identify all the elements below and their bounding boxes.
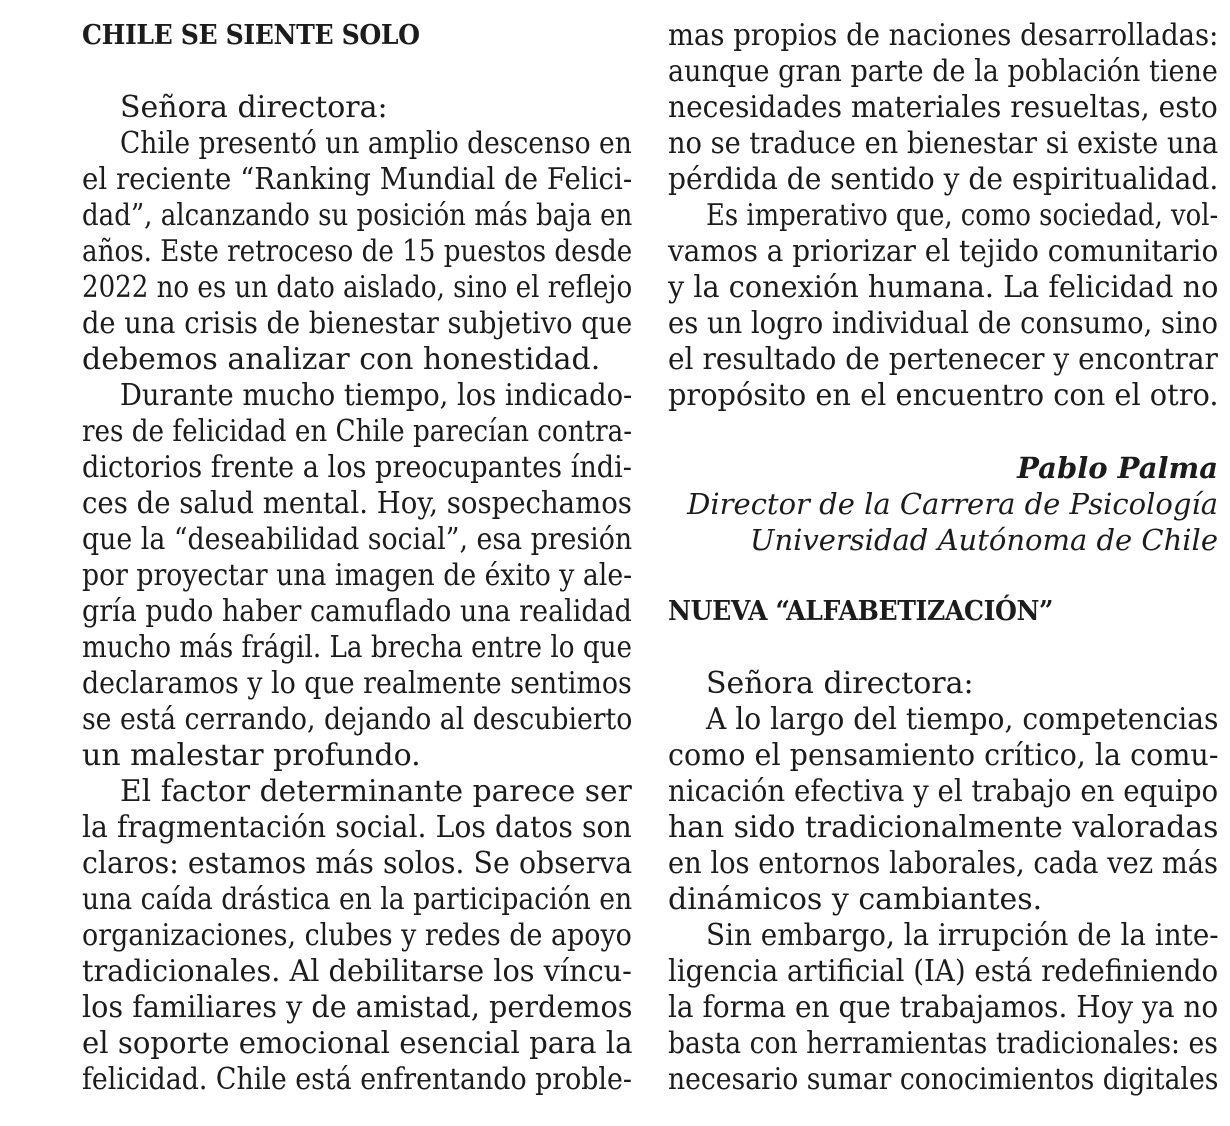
text-line: por proyectar una imagen de éxito y ale- bbox=[82, 558, 633, 593]
text-line: en los entornos laborales, cada vez más bbox=[668, 846, 1218, 881]
text-line: res de felicidad en Chile parecían contra- bbox=[82, 414, 633, 449]
text-line: mas propios de naciones desarrolladas: bbox=[668, 18, 1219, 53]
text-line: han sido tradicionalmente valoradas bbox=[668, 810, 1219, 845]
text-line: gría pudo haber camuflado una realidad bbox=[82, 594, 632, 629]
text-line: y la conexión humana. La felicidad no bbox=[668, 270, 1219, 305]
text-line: tradicionales. Al debilitarse los víncu- bbox=[82, 954, 632, 989]
text-line: Sin embargo, la irrupción de la inte- bbox=[706, 918, 1219, 953]
text-line: un malestar profundo. bbox=[82, 738, 421, 773]
text-line: dictorios frente a los preocupantes índi- bbox=[82, 450, 632, 485]
text-line: ligencia artificial (IA) está redefiniendo bbox=[668, 954, 1219, 989]
text-line: declaramos y lo que realmente sentimos bbox=[82, 666, 632, 701]
salutation: Señora directora: bbox=[706, 666, 974, 701]
text-line: el soporte emocional esencial para la bbox=[82, 1026, 633, 1061]
text-line: vamos a priorizar el tejido comunitario bbox=[668, 234, 1219, 269]
text-line: es un logro individual de consumo, sino bbox=[668, 306, 1218, 341]
text-line: basta con herramientas tradicionales: es bbox=[668, 1026, 1218, 1061]
text-line: dinámicos y cambiantes. bbox=[668, 882, 1043, 917]
text-line: el reciente “Ranking Mundial de Felici- bbox=[82, 162, 633, 197]
text-line: necesario sumar conocimientos digitales bbox=[668, 1062, 1219, 1097]
text-line: como el pensamiento crítico, la comu- bbox=[668, 738, 1219, 773]
text-line: no se traduce en bienestar si existe una bbox=[668, 126, 1219, 161]
text-line: organizaciones, clubes y redes de apoyo bbox=[82, 918, 632, 953]
text-line: de una crisis de bienestar subjetivo que bbox=[82, 306, 633, 341]
text-line: años. Este retroceso de 15 puestos desde bbox=[82, 234, 633, 269]
text-line: Es imperativo que, como sociedad, vol- bbox=[706, 198, 1219, 233]
letter-title: NUEVA “ALFABETIZACIÓN” bbox=[668, 596, 1054, 627]
text-line: dad”, alcanzando su posición más baja en bbox=[82, 198, 633, 233]
text-line: A lo largo del tiempo, competencias bbox=[706, 702, 1219, 737]
text-line: que la “deseabilidad social”, esa presión bbox=[82, 522, 633, 557]
signature-role: Director de la Carrera de Psicología bbox=[687, 487, 1218, 521]
signature-name: Pablo Palma bbox=[1017, 451, 1218, 485]
text-line: la forma en que trabajamos. Hoy ya no bbox=[668, 990, 1219, 1025]
text-line: Durante mucho tiempo, los indicado- bbox=[120, 378, 633, 413]
letter-title: CHILE SE SIENTE SOLO bbox=[82, 20, 420, 51]
text-line: Chile presentó un amplio descenso en bbox=[120, 126, 632, 161]
text-line: una caída drástica en la participación en bbox=[82, 882, 633, 917]
salutation: Señora directora: bbox=[120, 90, 388, 125]
text-line: debemos analizar con honestidad. bbox=[82, 342, 601, 377]
text-line: los familiares y de amistad, perdemos bbox=[82, 990, 633, 1025]
text-line: necesidades materiales resueltas, esto bbox=[668, 90, 1218, 125]
text-line: el resultado de pertenecer y encontrar bbox=[668, 342, 1218, 377]
text-line: 2022 no es un dato aislado, sino el reflejo bbox=[82, 270, 633, 305]
text-line: se está cerrando, dejando al descubierto bbox=[82, 702, 633, 737]
text-line: El factor determinante parece ser bbox=[120, 774, 632, 809]
text-line: felicidad. Chile está enfrentando proble- bbox=[82, 1062, 632, 1097]
text-line: ces de salud mental. Hoy, sospechamos bbox=[82, 486, 632, 521]
text-line: claros: estamos más solos. Se observa bbox=[82, 846, 633, 881]
text-line: nicación efectiva y el trabajo en equipo bbox=[668, 774, 1219, 809]
text-line: pérdida de sentido y de espiritualidad. bbox=[668, 162, 1219, 197]
text-line: la fragmentación social. Los datos son bbox=[82, 810, 632, 845]
text-line: propósito en el encuentro con el otro. bbox=[668, 378, 1219, 413]
text-line: mucho más frágil. La brecha entre lo que bbox=[82, 630, 632, 665]
signature-institution: Universidad Autónoma de Chile bbox=[750, 523, 1218, 557]
text-line: aunque gran parte de la población tiene bbox=[668, 54, 1218, 89]
